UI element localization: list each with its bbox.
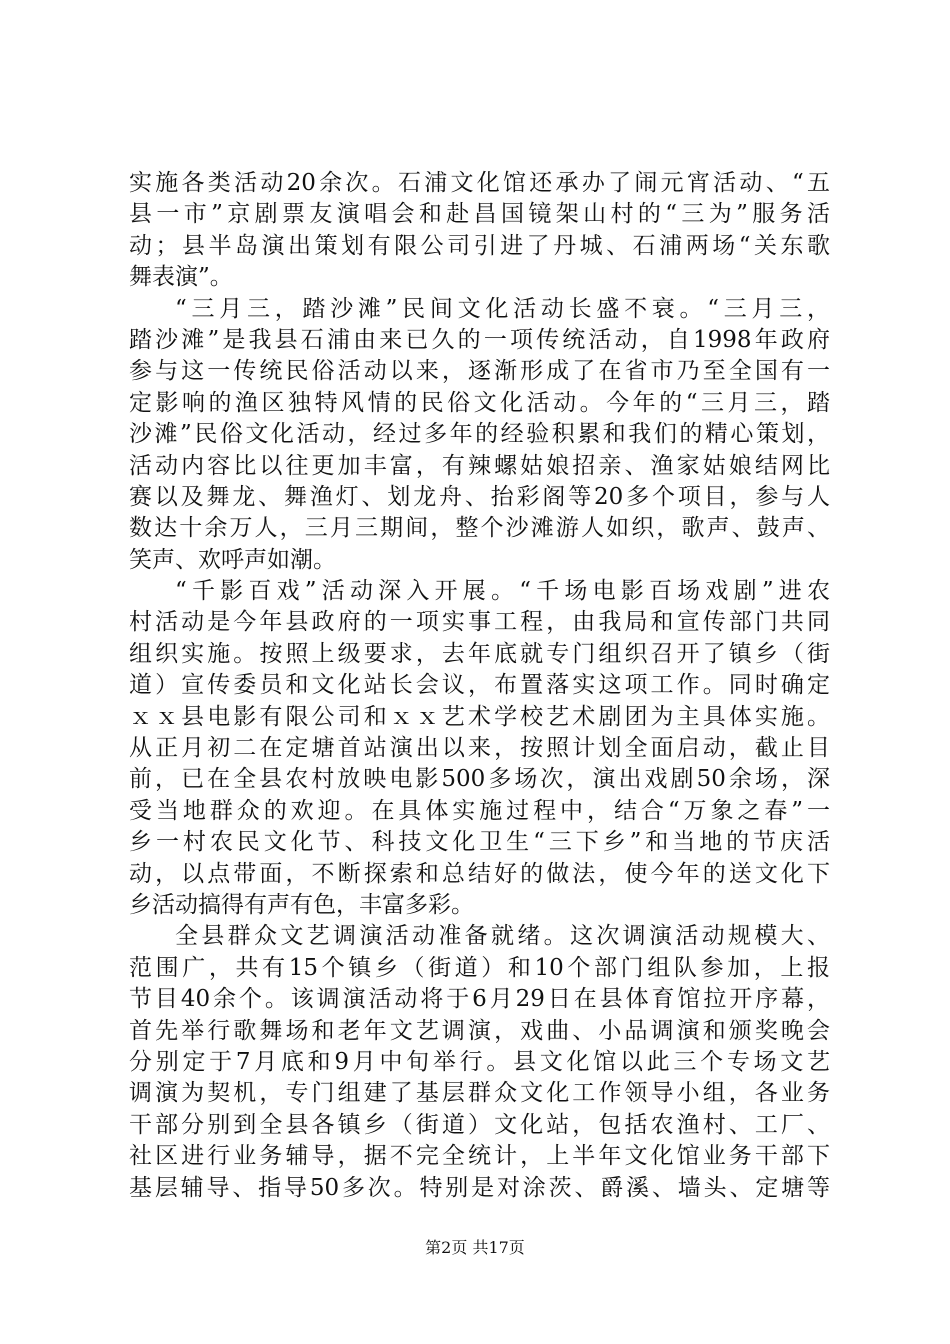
text-line: 动；县半岛演出策划有限公司引进了丹城、石浦两场“关东歌 <box>129 232 830 259</box>
text-line: 范围广，共有15个镇乡（街道）和10个部门组队参加，上报 <box>129 954 830 981</box>
text-line: 首先举行歌舞场和老年文艺调演，戏曲、小品调演和颁奖晚会 <box>129 1017 830 1044</box>
text-line: 分别定于7月底和9月中旬举行。县文化馆以此三个专场文艺 <box>129 1048 830 1075</box>
text-line: 笑声、欢呼声如潮。 <box>129 546 336 573</box>
text-line: 全县群众文艺调演活动准备就绪。这次调演活动规模大、 <box>175 923 830 950</box>
text-line: “千影百戏”活动深入开展。“千场电影百场戏剧”进农 <box>175 578 830 605</box>
text-line: 参与这一传统民俗活动以来，逐渐形成了在省市乃至全国有一 <box>129 358 830 385</box>
text-line: 从正月初二在定塘首站演出以来，按照计划全面启动，截止目 <box>129 735 830 762</box>
text-line: 活动内容比以往更加丰富，有辣螺姑娘招亲、渔家姑娘结网比 <box>129 452 830 479</box>
text-line: 舞表演”。 <box>129 264 233 291</box>
text-line: 社区进行业务辅导，据不完全统计，上半年文化馆业务干部下 <box>129 1143 830 1170</box>
text-line: 组织实施。按照上级要求，去年底就专门组织召开了镇乡（街 <box>129 640 830 667</box>
text-line: 赛以及舞龙、舞渔灯、划龙舟、抬彩阁等20多个项目，参与人 <box>129 483 830 510</box>
text-line: 县一市”京剧票友演唱会和赴昌国镜架山村的“三为”服务活 <box>129 201 830 228</box>
text-line: 乡活动搞得有声有色，丰富多彩。 <box>129 891 474 918</box>
page-number-label: 第2页 共17页 <box>425 1238 525 1257</box>
text-line: 数达十余万人，三月三期间，整个沙滩游人如织，歌声、鼓声、 <box>129 515 830 542</box>
text-line: 基层辅导、指导50多次。特别是对涂茨、爵溪、墙头、定塘等 <box>129 1174 830 1201</box>
text-line: 踏沙滩”是我县石浦由来已久的一项传统活动，自1998年政府 <box>129 326 830 353</box>
text-line: 沙滩”民俗文化活动，经过多年的经验积累和我们的精心策划， <box>129 421 830 448</box>
document-body <box>129 168 830 1204</box>
text-line: 村活动是今年县政府的一项实事工程，由我局和宣传部门共同 <box>129 609 830 636</box>
text-line: 乡一村农民文化节、科技文化卫生“三下乡”和当地的节庆活 <box>129 829 830 856</box>
text-line: 道）宣传委员和文化站长会议，布置落实这项工作。同时确定 <box>129 672 830 699</box>
text-line: 节目40余个。该调演活动将于6月29日在县体育馆拉开序幕， <box>129 986 830 1013</box>
text-line: 调演为契机，专门组建了基层群众文化工作领导小组，各业务 <box>129 1080 830 1107</box>
text-line: 动，以点带面，不断探索和总结好的做法，使今年的送文化下 <box>129 860 830 887</box>
text-line: 前，已在全县农村放映电影500多场次，演出戏剧50余场，深 <box>129 766 830 793</box>
text-line: “三月三，踏沙滩”民间文化活动长盛不衰。“三月三， <box>175 295 830 322</box>
text-line: 定影响的渔区独特风情的民俗文化活动。今年的“三月三，踏 <box>129 389 830 416</box>
page-footer <box>0 1238 950 1258</box>
text-line: ｘｘ县电影有限公司和ｘｘ艺术学校艺术剧团为主具体实施。 <box>129 703 830 730</box>
text-line: 受当地群众的欢迎。在具体实施过程中，结合“万象之春”一 <box>129 797 830 824</box>
text-line: 干部分别到全县各镇乡（街道）文化站，包括农渔村、工厂、 <box>129 1111 830 1138</box>
text-line: 实施各类活动20余次。石浦文化馆还承办了闹元宵活动、“五 <box>129 170 830 196</box>
